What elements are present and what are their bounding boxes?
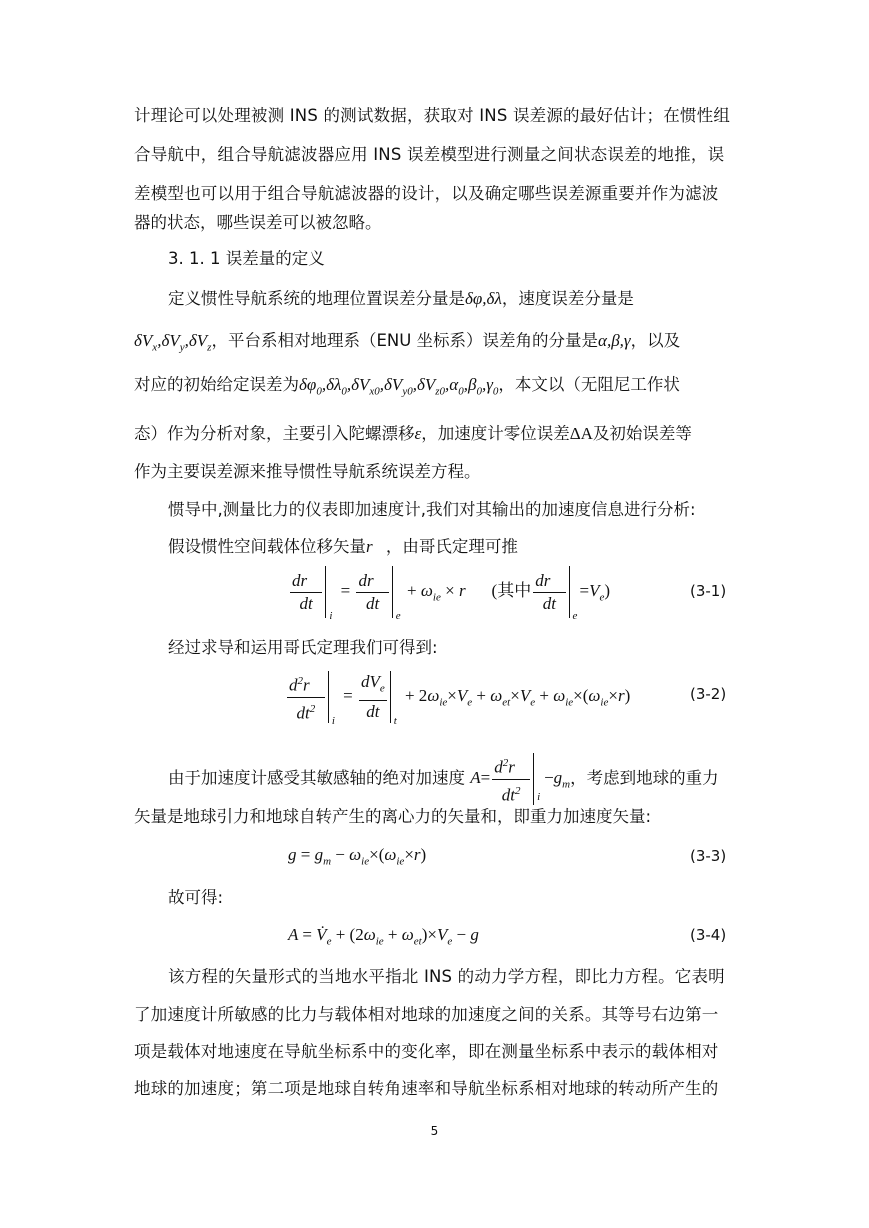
body-text-line: 作为主要误差源来推导惯性导航系统误差方程。 — [134, 462, 481, 481]
body-text-line: 经过求导和运用哥氏定理我们可得到: — [168, 638, 438, 657]
equation-number: (3-4) — [690, 926, 727, 944]
body-text-line: 假设惯性空间载体位移矢量r⃗，由哥氏定理可推 — [168, 537, 518, 556]
body-text-line: 合导航中，组合导航滤波器应用 INS 误差模型进行测量之间状态误差的地推，误 — [134, 145, 725, 164]
body-text-line: 差模型也可以用于组合导航滤波器的设计，以及确定哪些误差源重要并作为滤波 — [134, 184, 719, 203]
body-text-line: 了加速度计所敏感的比力与载体相对地球的加速度之间的关系。其等号右边第一 — [134, 1005, 719, 1024]
body-text-line: 惯导中,测量比力的仪表即加速度计,我们对其输出的加速度信息进行分析: — [168, 500, 696, 519]
body-text-line: 由于加速度计感受其敏感轴的绝对加速度 A= $\frac{d^2r⃗}{dt^2}$ i $-g_m$，考虑到地球的重力 — [168, 752, 719, 806]
body-text-line: 该方程的矢量形式的当地水平指北 INS 的动力学方程，即比力方程。它表明 — [168, 967, 725, 986]
body-text-line: 项是载体对地速度在导航坐标系中的变化率，即在测量坐标系中表示的载体相对 — [134, 1042, 719, 1061]
body-text-line: $\delta V_x,\delta V_y,\delta V_z$，平台系相对地理系（ENU 坐标系）误差角的分量是α,β,γ，以及 — [134, 331, 681, 354]
section-heading: 3. 1. 1 误差量的定义 — [168, 249, 325, 268]
body-text-line: 器的状态，哪些误差可以被忽略。 — [134, 213, 382, 232]
equation-number: (3-2) — [690, 685, 727, 703]
body-text-line: 计理论可以处理被测 INS 的测试数据，获取对 INS 误差源的最好估计；在惯性组 — [134, 106, 731, 125]
body-text-line: 故可得: — [168, 888, 224, 907]
velocity-error-symbols: $\delta V_x,\delta V_y,\delta V_z$ — [134, 331, 212, 354]
body-text-line: 矢量是地球引力和地球自转产生的离心力的矢量和，即重力加速度矢量: — [134, 807, 652, 826]
body-text-line: 态）作为分析对象，主要引入陀螺漂移ε，加速度计零位误差ΔA及初始误差等 — [134, 424, 692, 443]
equation-3-2: $\frac{d^2r⃗}{dt^2}$ i = $\frac{dV_e}{dt}$ t + $2\omega_{ie}\times V_e + \omega_{et}\times V_e + \omega_{ie}\times(\omega_{ie}\times r)$ — [285, 670, 630, 724]
equation-number: (3-1) — [690, 582, 727, 600]
equation-3-4: $A = V̇_e + (2\omega_{ie} + \omega_{et})\times V_e - g$ — [288, 925, 479, 948]
body-text-line: 定义惯性导航系统的地理位置误差分量是δφ,δλ，速度误差分量是 — [168, 289, 634, 308]
body-text-line: 地球的加速度；第二项是地球自转角速率和导航坐标系相对地球的转动所产生的 — [134, 1079, 719, 1098]
equation-3-3: $g = g_m - \omega_{ie}\times(\omega_{ie}\times r)$ — [288, 845, 427, 868]
page-number: 5 — [430, 1124, 439, 1138]
equation-number: (3-3) — [690, 847, 727, 865]
initial-error-symbols: $\delta\varphi_0,\delta\lambda_0,\delta V_{x0},\delta V_{y0},\delta V_{z0},\alpha_0,\beta_0,\gamma_0$ — [299, 375, 499, 398]
equation-3-1: $\frac{dr⃗}{dt}$ i = $\frac{dr⃗}{dt}$ e + $\omega_{ie}$ × r⃗ (其中 $\frac{dr⃗}{dt}$ e $=V_e$) — [288, 566, 610, 618]
body-text-line: 对应的初始给定误差为$\delta\varphi_0,\delta\lambda_0,\delta V_{x0},\delta V_{y0},\delta V_{z0},\alpha_0,\beta_0,\gamma_0$，本文以（无阻尼工作状 — [134, 375, 680, 398]
